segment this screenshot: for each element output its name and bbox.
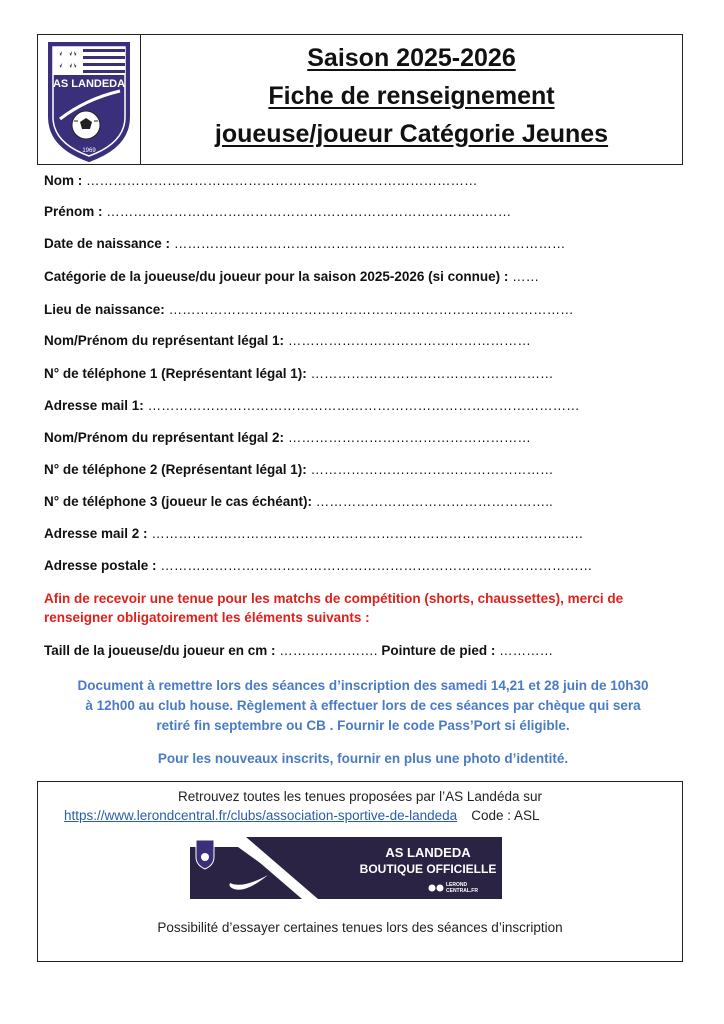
field-label: Nom/Prénom du représentant légal 1: <box>44 333 285 348</box>
field-label: Adresse mail 1: <box>44 398 144 413</box>
field-label: N° de téléphone 1 (Représentant légal 1): <box>44 366 307 381</box>
submission-line-1: Document à remettre lors des séances d’inscription des samedi 14,21 et 28 juin de 10h30 <box>77 678 649 693</box>
title-line-3: joueuse/joueur Catégorie Jeunes <box>214 120 609 148</box>
submission-line-3: retiré fin septembre ou CB . Fournir le code Pass’Port si éligible. <box>156 718 570 733</box>
field-label: Date de naissance : <box>44 236 171 251</box>
field-mail-2[interactable] <box>44 526 583 541</box>
field-categorie[interactable] <box>44 269 539 284</box>
field-blank[interactable]: …………………………………………………………………………… <box>86 173 478 188</box>
field-telephone-3[interactable] <box>44 494 553 509</box>
field-blank[interactable]: ……………………………………………… <box>310 366 554 381</box>
field-blank[interactable]: ……………………………………………………………………………… <box>106 204 512 219</box>
field-blank[interactable]: …………………………………………………………………………………… <box>147 398 580 413</box>
field-label: Catégorie de la joueuse/du joueur pour la saison 2025-2026 (si connue) : <box>44 269 509 284</box>
submission-info <box>40 676 686 736</box>
field-telephone-1[interactable] <box>44 366 553 381</box>
field-blank[interactable]: ……………………………………………… <box>287 333 531 348</box>
field-label: Adresse postale : <box>44 558 157 573</box>
field-label: N° de téléphone 3 (joueur le cas échéant): <box>44 494 312 509</box>
field-blank[interactable]: ……………………………………………… <box>310 462 554 477</box>
field-blank[interactable]: …………………………………………………………………………………… <box>151 526 584 541</box>
logo-year: 1969 <box>82 148 96 154</box>
field-representant-1[interactable] <box>44 333 531 348</box>
submission-line-2: à 12h00 au club house. Règlement à effectuer lors de ces séances par chèque qui sera <box>85 698 641 713</box>
banner-title: AS LANDEDA <box>385 845 471 860</box>
title-line-1: Saison 2025-2026 <box>307 44 516 72</box>
header-box <box>37 34 683 165</box>
shop-code: Code : ASL <box>471 808 540 823</box>
field-blank[interactable]: …………………………………………….. <box>315 494 553 509</box>
pointure-label: Pointure de pied : <box>377 643 496 658</box>
banner-brand-2: CENTRAL.FR <box>446 888 478 894</box>
field-blank[interactable]: …………………………………………………………………………… <box>173 236 566 251</box>
taille-blank[interactable]: …………………. <box>275 643 378 658</box>
photo-notice: Pour les nouveaux inscrits, fournir en plus une photo d’identité. <box>157 751 569 766</box>
shop-link-line <box>64 808 540 823</box>
banner-brand-1: LEROND <box>446 882 468 888</box>
fitting-notice: Possibilité d’essayer certaines tenues lors des séances d’inscription <box>157 920 563 935</box>
field-blank[interactable]: …… <box>512 269 540 284</box>
shop-box <box>37 781 683 962</box>
field-label: Nom/Prénom du représentant légal 2: <box>44 430 285 445</box>
shop-intro: Retrouvez toutes les tenues proposées par l’AS Landéda sur <box>178 789 542 804</box>
field-telephone-2[interactable] <box>44 462 553 477</box>
field-lieu-naissance[interactable] <box>44 302 574 317</box>
field-nom[interactable] <box>44 173 478 188</box>
taille-label: Taill de la joueuse/du joueur en cm : <box>44 643 276 658</box>
shop-banner[interactable] <box>190 837 502 899</box>
equipment-notice: Afin de recevoir une tenue pour les matchs de compétition (shorts, chaussettes), merci de renseigner obligatoirement les éléments suivants : <box>44 591 624 625</box>
field-blank[interactable]: ……………………………………………… <box>287 430 531 445</box>
pointure-blank[interactable]: ………… <box>495 643 554 658</box>
logo-text: AS LANDEDA <box>52 78 126 90</box>
shop-link[interactable]: https://www.lerondcentral.fr/clubs/association-sportive-de-landeda <box>64 808 458 823</box>
field-blank[interactable]: …………………………………………………………………………………… <box>160 558 593 573</box>
page-title <box>141 39 682 153</box>
social-icon <box>429 885 436 892</box>
social-icon <box>437 885 444 892</box>
field-label: Nom : <box>44 173 83 188</box>
field-taille-pointure[interactable] <box>44 643 553 658</box>
field-adresse-postale[interactable] <box>44 558 592 573</box>
banner-subtitle: BOUTIQUE OFFICIELLE <box>359 862 497 876</box>
field-representant-2[interactable] <box>44 430 531 445</box>
field-label: Prénom : <box>44 204 103 219</box>
field-label: N° de téléphone 2 (Représentant légal 1): <box>44 462 307 477</box>
field-blank[interactable]: ……………………………………………………………………………… <box>168 302 574 317</box>
club-logo-icon <box>46 39 132 163</box>
field-mail-1[interactable] <box>44 398 580 413</box>
field-prenom[interactable] <box>44 204 511 219</box>
field-label: Adresse mail 2 : <box>44 526 148 541</box>
field-date-naissance[interactable] <box>44 236 565 251</box>
field-label: Lieu de naissance: <box>44 302 165 317</box>
title-line-2: Fiche de renseignement <box>268 82 555 110</box>
